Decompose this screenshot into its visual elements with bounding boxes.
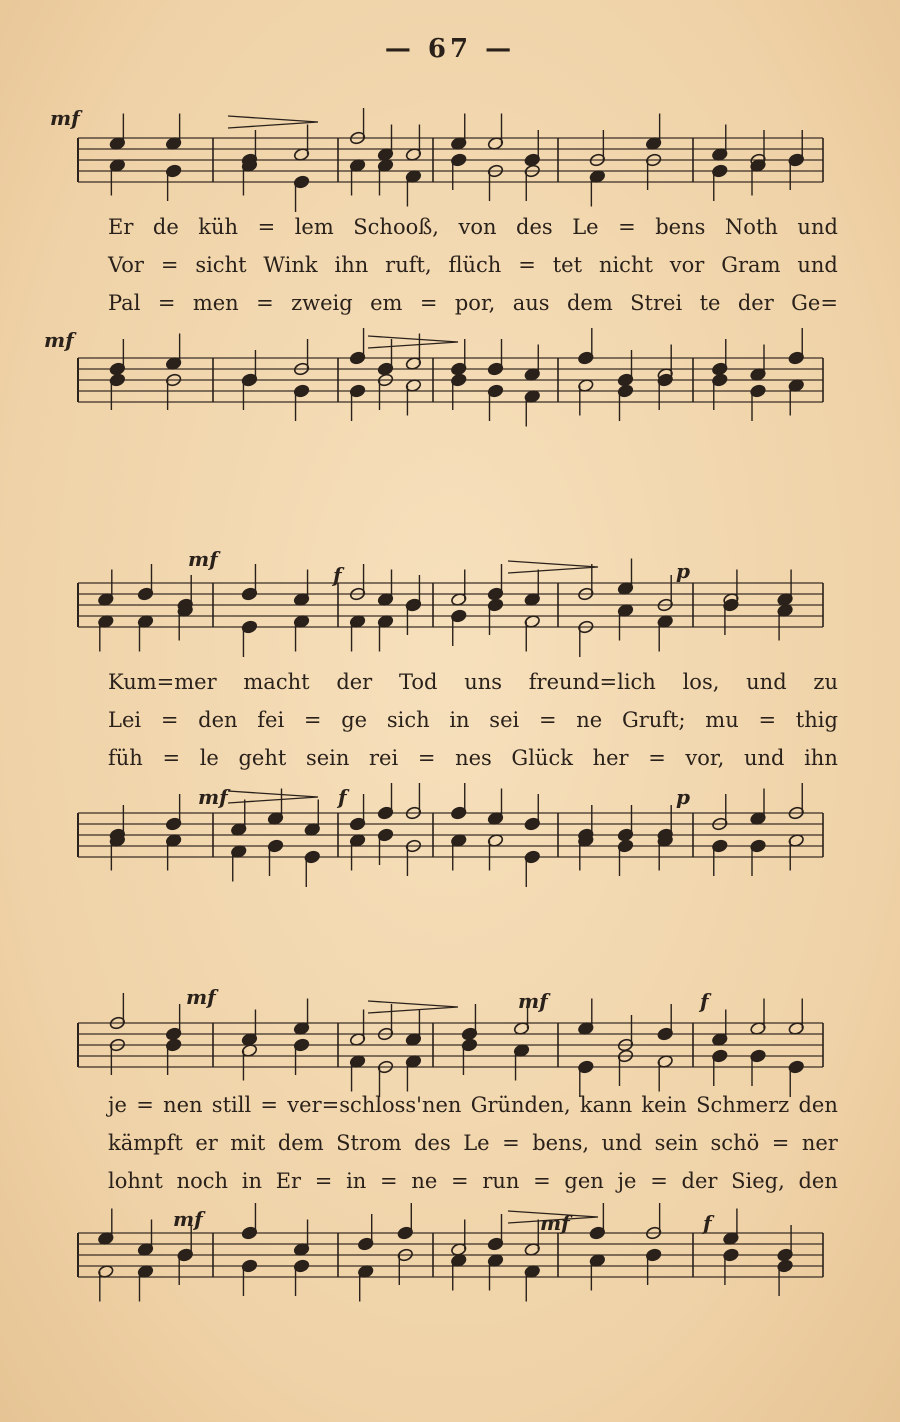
lyric-syllable: des — [414, 1131, 451, 1155]
lyric-syllable: macht — [243, 670, 310, 694]
lyric-syllable: ihn — [804, 746, 838, 770]
lyrics-verse-1 — [108, 1093, 838, 1123]
lyric-syllable: Schooß, — [353, 215, 439, 239]
dynamic-marking: mf — [540, 1211, 570, 1235]
lyric-syllable: ner — [801, 1131, 838, 1155]
lyric-syllable: her — [592, 746, 629, 770]
lyric-syllable: lohnt — [108, 1169, 163, 1193]
dynamic-marking: mf — [186, 985, 216, 1009]
lyric-syllable: dem — [566, 291, 613, 315]
lyrics-verse-2 — [108, 708, 838, 738]
lyric-syllable: de — [152, 215, 179, 239]
music-system-2 — [28, 545, 838, 885]
lyric-syllable: aus — [512, 291, 550, 315]
music-system-3 — [28, 985, 838, 1325]
music-system-1 — [28, 100, 838, 440]
dynamic-marking: mf — [173, 1207, 203, 1231]
page-number: — 67 — — [384, 34, 516, 64]
lyric-syllable: sich — [386, 708, 430, 732]
lyric-syllable: = — [303, 708, 322, 732]
lyrics-verse-2 — [108, 1131, 838, 1161]
lyric-syllable: Tod — [398, 670, 438, 694]
lyric-syllable: = — [257, 215, 276, 239]
lyric-syllable: schö — [710, 1131, 760, 1155]
lyric-syllable: = — [419, 291, 438, 315]
lyric-syllable: in — [346, 1169, 367, 1193]
dynamic-marking: mf — [518, 989, 548, 1013]
lyric-syllable: = — [157, 291, 176, 315]
lyric-syllable: Lei — [108, 708, 142, 732]
lyric-syllable: = — [451, 1169, 469, 1193]
lyric-syllable: = — [162, 746, 181, 770]
lyric-syllable: ihn — [334, 253, 369, 277]
lyric-syllable: Strom — [336, 1131, 402, 1155]
dynamic-marking: mf — [188, 547, 218, 571]
hairpin — [508, 561, 598, 573]
lyric-syllable: = — [618, 215, 636, 239]
lyric-syllable: Er — [275, 1169, 302, 1193]
lyric-syllable: = — [502, 1131, 520, 1155]
lyric-syllable: = — [518, 253, 536, 277]
dynamic-marking: f — [703, 1211, 712, 1235]
lyric-syllable: ver=schloss'nen — [287, 1093, 462, 1117]
lyric-syllable: Gram — [721, 253, 781, 277]
dynamic-marking: f — [700, 989, 709, 1013]
lyric-syllable: Le — [572, 215, 599, 239]
dynamic-marking: mf — [44, 328, 74, 352]
lyric-syllable: Noth — [724, 215, 778, 239]
lyric-syllable: den — [198, 708, 238, 732]
lyric-syllable: ne — [411, 1169, 438, 1193]
lyric-syllable: den — [798, 1169, 838, 1193]
lyric-syllable: Pal — [108, 291, 141, 315]
lyric-syllable: Gruft; — [621, 708, 686, 732]
lyric-syllable: ge — [341, 708, 368, 732]
lyric-syllable: kann — [579, 1093, 633, 1117]
lyric-syllable: vor — [669, 253, 705, 277]
lyric-syllable: Glück — [511, 746, 573, 770]
dynamic-marking: p — [676, 559, 690, 583]
lyric-syllable: der — [336, 670, 373, 694]
lyric-syllable: und — [743, 746, 785, 770]
lyric-syllable: thig — [795, 708, 838, 732]
lyric-syllable: = — [648, 746, 666, 770]
lyrics-verse-3 — [108, 746, 838, 776]
lyric-syllable: Schmerz — [696, 1093, 790, 1117]
hairpin — [228, 116, 318, 128]
lyric-syllable: je — [108, 1093, 127, 1117]
lyric-syllable: in — [449, 708, 470, 732]
lyrics-verse-2 — [108, 253, 838, 283]
hairpin — [368, 336, 458, 348]
lower-staff-1 — [28, 330, 828, 450]
lyric-syllable: sein — [305, 746, 350, 770]
lyric-syllable: ruft, — [385, 253, 432, 277]
lyric-syllable: = — [256, 291, 274, 315]
lyric-syllable: und — [601, 1131, 643, 1155]
lyric-syllable: = — [380, 1169, 398, 1193]
dynamic-marking: mf — [50, 106, 80, 130]
lyric-syllable: nen — [163, 1093, 203, 1117]
lyric-syllable: bens, — [532, 1131, 590, 1155]
lyric-syllable: em — [370, 291, 403, 315]
lyric-syllable: von — [458, 215, 497, 239]
lyric-syllable: los, — [682, 670, 720, 694]
dynamic-marking: f — [333, 563, 342, 587]
upper-staff-1 — [28, 110, 828, 230]
lyric-syllable: den — [798, 1093, 838, 1117]
lyric-syllable: kein — [641, 1093, 687, 1117]
lyrics-verse-1 — [108, 215, 838, 245]
lyric-syllable: flüch — [448, 253, 502, 277]
lyrics-verse-1 — [108, 670, 838, 700]
lyric-syllable: = — [136, 1093, 154, 1117]
lyric-syllable: des — [516, 215, 553, 239]
lyric-syllable: freund=lich — [528, 670, 656, 694]
lyrics-verse-3 — [108, 291, 838, 321]
lyric-syllable: te — [699, 291, 721, 315]
lyric-syllable: mit — [230, 1131, 266, 1155]
lyric-syllable: füh — [108, 746, 143, 770]
lyric-syllable: mu — [705, 708, 739, 732]
lyric-syllable: uns — [464, 670, 503, 694]
hairpin — [368, 1001, 458, 1013]
lyric-syllable: = — [314, 1169, 333, 1193]
lyric-syllable: der — [681, 1169, 718, 1193]
upper-staff-2 — [28, 555, 828, 675]
lyric-syllable: Ge= — [791, 291, 838, 315]
lyric-syllable: sein — [654, 1131, 699, 1155]
dynamic-marking: f — [338, 785, 347, 809]
hairpin — [228, 791, 318, 803]
lyric-syllable: dem — [277, 1131, 324, 1155]
lyric-syllable: Le — [463, 1131, 490, 1155]
lyric-syllable: le — [199, 746, 219, 770]
lyric-syllable: Er — [108, 215, 134, 239]
lyric-syllable: und — [797, 215, 838, 239]
lyric-syllable: Vor — [108, 253, 144, 277]
lyric-syllable: gen — [564, 1169, 604, 1193]
lyric-syllable: und — [746, 670, 787, 694]
lyric-syllable: sei — [489, 708, 520, 732]
lyric-syllable: = — [533, 1169, 551, 1193]
lower-staff-2 — [28, 785, 828, 905]
lyric-syllable: kämpft — [108, 1131, 183, 1155]
lyric-syllable: men — [192, 291, 239, 315]
lyric-syllable: vor, — [685, 746, 725, 770]
lyric-syllable: zu — [813, 670, 838, 694]
lyrics-verse-3 — [108, 1169, 838, 1199]
lyric-syllable: nicht — [598, 253, 653, 277]
lyric-syllable: = — [538, 708, 557, 732]
lyric-syllable: geht — [238, 746, 287, 770]
lyric-syllable: = — [417, 746, 436, 770]
lyric-syllable: run — [482, 1169, 520, 1193]
lyric-syllable: Gründen, — [470, 1093, 571, 1117]
lyric-syllable: Wink — [263, 253, 318, 277]
lyric-syllable: Kum=mer — [108, 670, 217, 694]
lyric-syllable: sicht — [195, 253, 247, 277]
lyric-syllable: je — [617, 1169, 637, 1193]
lyric-syllable: rei — [369, 746, 399, 770]
lyric-syllable: nes — [455, 746, 492, 770]
lyric-syllable: in — [241, 1169, 262, 1193]
lyric-syllable: lem — [294, 215, 334, 239]
lyric-syllable: der — [737, 291, 774, 315]
lyric-syllable: = — [771, 1131, 790, 1155]
lyric-syllable: por, — [454, 291, 496, 315]
lyric-syllable: und — [797, 253, 838, 277]
lyric-syllable: still — [211, 1093, 252, 1117]
lyric-syllable: er — [195, 1131, 218, 1155]
lyric-syllable: zweig — [291, 291, 353, 315]
lyric-syllable: = — [160, 253, 179, 277]
lyric-syllable: küh — [198, 215, 239, 239]
lyric-syllable: ne — [576, 708, 603, 732]
lyric-syllable: = — [160, 708, 179, 732]
lyric-syllable: Sieg, — [731, 1169, 785, 1193]
lyric-syllable: = — [650, 1169, 668, 1193]
lyric-syllable: fei — [257, 708, 285, 732]
lyric-syllable: = — [758, 708, 777, 732]
lyric-syllable: bens — [655, 215, 706, 239]
dynamic-marking: mf — [198, 785, 228, 809]
lyric-syllable: Strei — [630, 291, 683, 315]
lyric-syllable: noch — [176, 1169, 229, 1193]
dynamic-marking: p — [676, 785, 690, 809]
lyric-syllable: tet — [552, 253, 583, 277]
lyric-syllable: = — [260, 1093, 279, 1117]
